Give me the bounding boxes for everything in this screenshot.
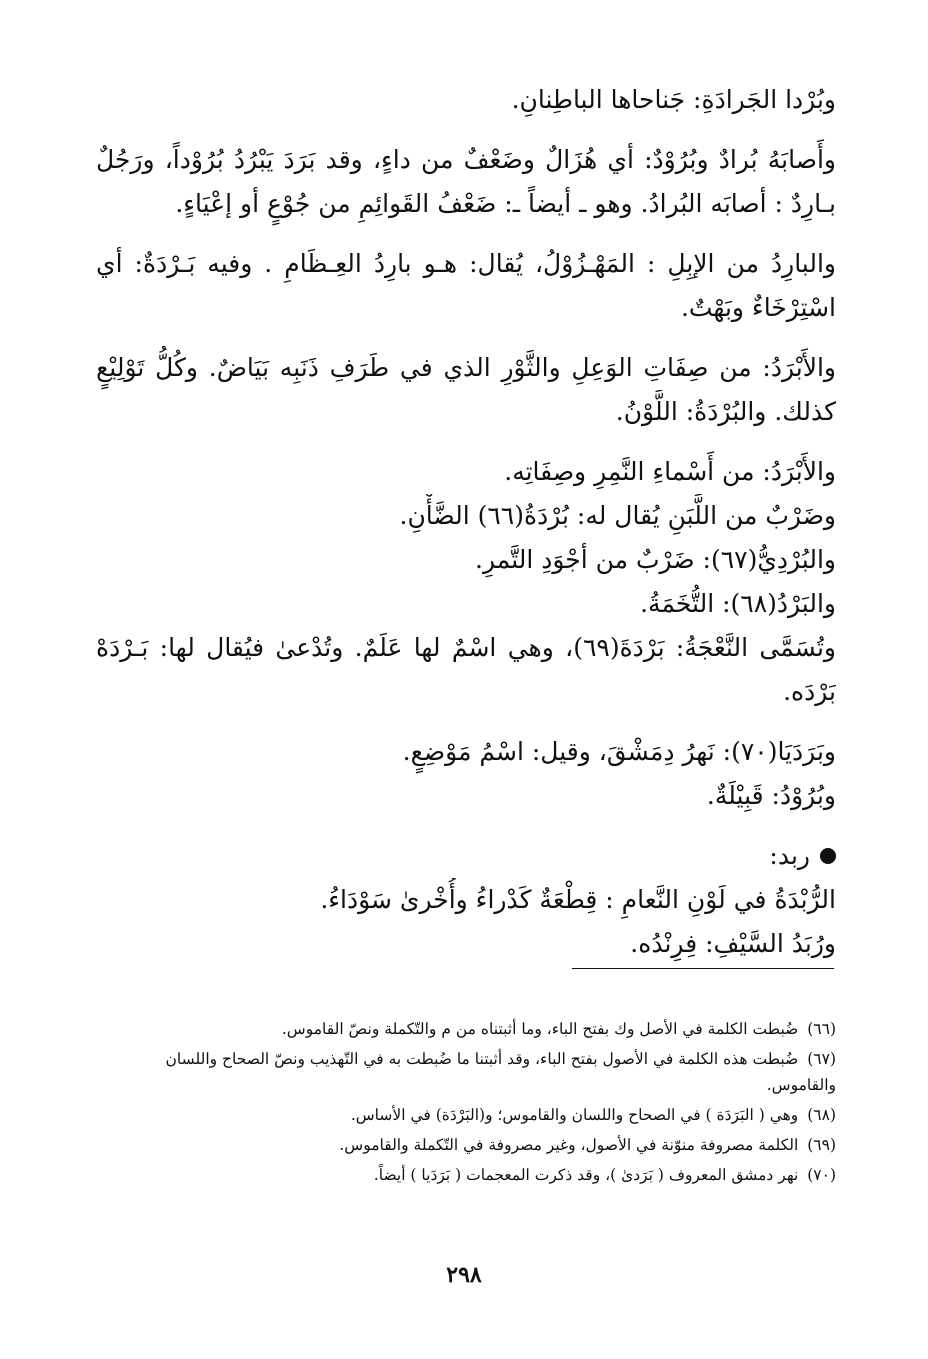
text-line: وضَرْبٌ من اللَّبَنِ يُقال له: بُرْدَةُ(٦٦) الضَّأْنِ. — [399, 501, 836, 530]
text-line: وبُرْدا الجَرادَةِ: جَناحاها الباطِنانِ. — [511, 85, 836, 114]
entry-abrad — [96, 346, 836, 434]
root-heading-label: ربد: — [769, 841, 810, 870]
footnote — [108, 1016, 836, 1042]
entry-rbd — [96, 834, 836, 966]
footnote — [108, 1132, 836, 1158]
text-line: الرُّبْدَةُ في لَوْنِ النَّعامِ : قِطْعَةٌ كَدْراءُ وأُخْرىٰ سَوْدَاءُ. — [320, 885, 836, 914]
entry-buraad — [96, 138, 836, 226]
footnote-number: (٦٦) — [807, 1020, 836, 1038]
footnote-number: (٦٨) — [807, 1106, 836, 1124]
text-line: وبَرَدَيَا(٧٠): نَهرُ دِمَشْقَ، وقيل: اسْمُ مَوْضِعٍ. — [402, 737, 836, 766]
entry-group-single-lines — [96, 450, 836, 714]
footnote-text: الكلمة مصروفة منوّنة في الأصول، وغير مصروفة في التّكملة والقاموس. — [339, 1136, 799, 1154]
footnote — [108, 1046, 836, 1098]
entry-group-barada — [96, 730, 836, 818]
footnote — [108, 1162, 836, 1188]
footnote-number: (٧٠) — [807, 1166, 836, 1184]
root-heading — [96, 834, 836, 878]
footnote — [108, 1102, 836, 1128]
text-line: والبُرْدِيُّ(٦٧): ضَرْبٌ من أجْوَدِ التَّمرِ. — [475, 545, 836, 574]
text-line: والبارِدُ من الإبِلِ : المَهْـزُوْلُ، يُقال: هـو بارِدُ العِـظَامِ . وفيه بَـرْدَةٌ: أي — [96, 249, 836, 278]
text-line: والأَبْرَدُ: من صِفَاتِ الوَعِلِ والثَّوْرِ الذي في طَرَفِ ذَنَبِه بَيَاضٌ. وكُلُّ تَوْلِيْعٍ — [96, 353, 836, 382]
footnote-text: ضُبطت الكلمة في الأصل وك بفتح الباء، وما أثبتناه من م والتّكملة ونصّ القاموس. — [281, 1020, 799, 1038]
bullet-icon — [820, 848, 836, 864]
footnote-number: (٦٧) — [807, 1050, 836, 1068]
text-line: بـارِدٌ : أصابَه البُرادُ. وهو ـ أيضاً ـ: ضَعْفُ القَوائِمِ من جُوْعٍ أو إعْيَاءٍ. — [175, 189, 836, 218]
text-line: بَرْدَه. — [783, 677, 836, 706]
text-line: وأَصابَهُ بُرادٌ وبُرُوْدٌ: أي هُزَالٌ وضَعْفٌ من داءٍ، وقد بَرَدَ يَبْرُدُ بُرُوْداً، ورَجُلٌ — [96, 145, 836, 174]
footnote-divider — [572, 968, 834, 969]
text-line: كذلك. والبُرْدَةُ: اللَّوْنُ. — [615, 397, 836, 426]
entry-burda-jarada — [96, 78, 836, 122]
text-line: وتُسَمَّى النَّعْجَةُ: بَرْدَةَ(٦٩)، وهي اسْمٌ لها عَلَمٌ. وتُدْعىٰ فيُقال لها: بَـرْدَهْ — [96, 633, 836, 662]
footnote-text: ضُبطت هذه الكلمة في الأصول بفتح الباء، وقد أثبتنا ما ضُبطت به في التّهذيب ونصّ الصحاح واللسان والقاموس. — [165, 1050, 836, 1094]
text-line: ورُبَدُ السَّيْفِ: فِرِنْدُه. — [630, 929, 836, 958]
entry-barid — [96, 242, 836, 330]
main-text — [96, 78, 836, 982]
text-line: والأَبْرَدُ: من أَسْماءِ النَّمِرِ وصِفَاتِه. — [504, 457, 836, 486]
page-number: ٢٩٨ — [446, 1262, 482, 1288]
footnote-text: نهر دمشق المعروف ( بَرَدىٰ )، وقد ذكرت المعجمات ( بَرَدَيا ) أيضاً. — [373, 1166, 799, 1184]
text-line: اسْتِرْخَاءٌ وبَهْتٌ. — [680, 293, 836, 322]
text-line: وبُرُوْدُ: قَبِيْلَةٌ. — [706, 781, 836, 810]
text-line: والبَرْدُ(٦٨): التُّخَمَةُ. — [640, 589, 836, 618]
footnotes — [108, 1016, 836, 1192]
footnote-text: وهي ( البَرَدَة ) في الصحاح واللسان والقاموس؛ و(البَرْدَة) في الأساس. — [350, 1106, 799, 1124]
footnote-number: (٦٩) — [807, 1136, 836, 1154]
